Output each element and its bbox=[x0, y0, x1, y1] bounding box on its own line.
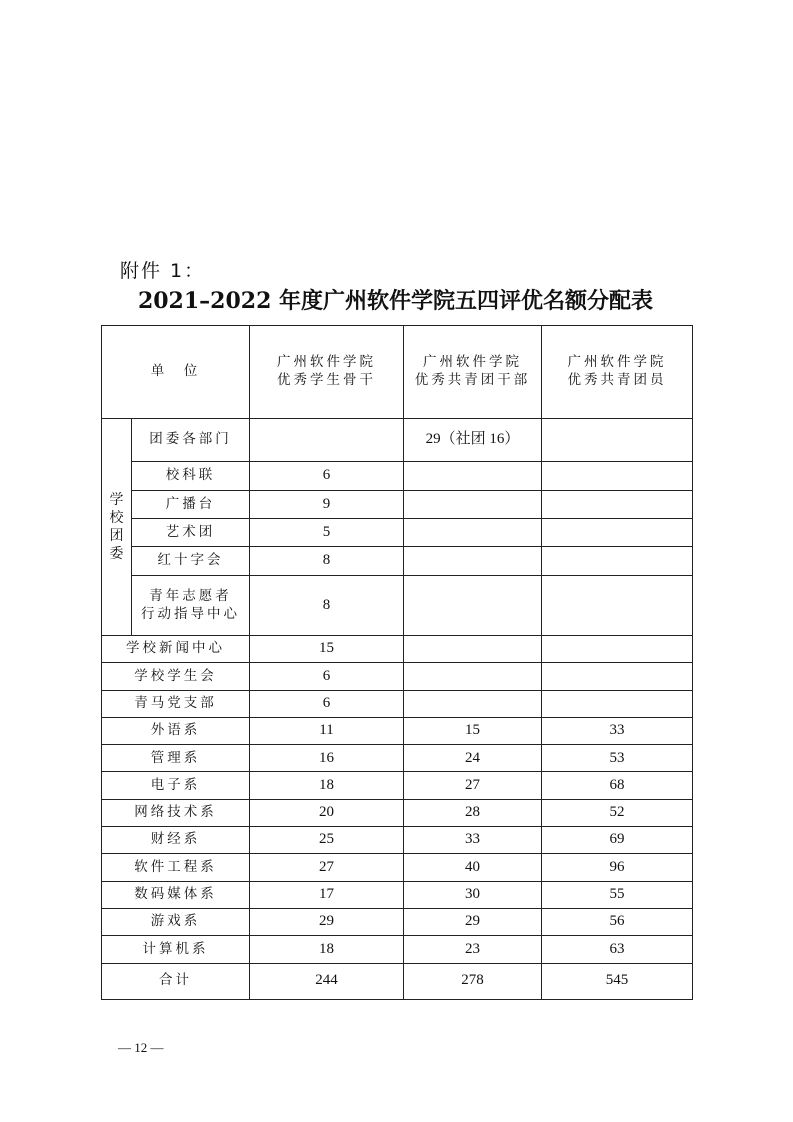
table-row bbox=[102, 799, 693, 826]
cell-cadre: 33 bbox=[404, 827, 542, 854]
cell-backbone: 27 bbox=[250, 854, 404, 881]
header-col1: 广州软件学院 优秀学生骨干 bbox=[250, 326, 404, 419]
unit-name: 团委各部门 bbox=[132, 419, 250, 462]
cell-cadre bbox=[404, 690, 542, 717]
cell-backbone: 6 bbox=[250, 663, 404, 690]
table-row bbox=[102, 854, 693, 881]
page-number: — 12 — bbox=[118, 1040, 164, 1055]
cell-backbone: 8 bbox=[250, 576, 404, 636]
cell-cadre bbox=[404, 547, 542, 576]
cell-cadre: 15 bbox=[404, 717, 542, 744]
unit-name: 艺术团 bbox=[132, 519, 250, 547]
cell-cadre: 24 bbox=[404, 745, 542, 772]
table-row bbox=[102, 936, 693, 963]
document-title: 2021–2022 年度广州软件学院五四评优名额分配表 bbox=[137, 288, 654, 314]
cell-backbone: 25 bbox=[250, 827, 404, 854]
cell-backbone bbox=[250, 419, 404, 462]
table-row bbox=[102, 547, 693, 576]
unit-name: 外语系 bbox=[102, 717, 250, 744]
unit-name: 电子系 bbox=[102, 772, 250, 799]
table-row bbox=[102, 419, 693, 462]
unit-name: 校科联 bbox=[132, 462, 250, 491]
unit-name: 游戏系 bbox=[102, 908, 250, 935]
cell-cadre: 30 bbox=[404, 881, 542, 908]
cell-cadre: 28 bbox=[404, 799, 542, 826]
cell-backbone: 16 bbox=[250, 745, 404, 772]
cell-member bbox=[542, 663, 693, 690]
header-unit: 单 位 bbox=[102, 326, 250, 419]
cell-cadre: 40 bbox=[404, 854, 542, 881]
cell-backbone: 6 bbox=[250, 462, 404, 491]
cell-cadre: 29 bbox=[404, 908, 542, 935]
cell-member bbox=[542, 462, 693, 491]
group-label-school-youth-league: 学 校 团 委 bbox=[102, 419, 132, 636]
unit-name: 红十字会 bbox=[132, 547, 250, 576]
header-row bbox=[102, 326, 693, 419]
cell-cadre: 27 bbox=[404, 772, 542, 799]
cell-cadre bbox=[404, 576, 542, 636]
total-label: 合计 bbox=[102, 963, 250, 999]
unit-name: 网络技术系 bbox=[102, 799, 250, 826]
unit-name: 青年志愿者 行动指导中心 bbox=[132, 576, 250, 636]
cell-backbone: 6 bbox=[250, 690, 404, 717]
table-row bbox=[102, 519, 693, 547]
cell-backbone: 8 bbox=[250, 547, 404, 576]
table-row bbox=[102, 690, 693, 717]
cell-member: 96 bbox=[542, 854, 693, 881]
header-col2: 广州软件学院 优秀共青团干部 bbox=[404, 326, 542, 419]
cell-member: 63 bbox=[542, 936, 693, 963]
table-row bbox=[102, 745, 693, 772]
unit-name: 财经系 bbox=[102, 827, 250, 854]
total-backbone: 244 bbox=[250, 963, 404, 999]
cell-backbone: 20 bbox=[250, 799, 404, 826]
cell-cadre: 23 bbox=[404, 936, 542, 963]
cell-member bbox=[542, 576, 693, 636]
cell-backbone: 18 bbox=[250, 936, 404, 963]
cell-backbone: 17 bbox=[250, 881, 404, 908]
table-row bbox=[102, 663, 693, 690]
unit-name: 计算机系 bbox=[102, 936, 250, 963]
cell-member: 68 bbox=[542, 772, 693, 799]
cell-member: 52 bbox=[542, 799, 693, 826]
unit-name: 数码媒体系 bbox=[102, 881, 250, 908]
unit-name: 学校新闻中心 bbox=[102, 636, 250, 663]
cell-backbone: 15 bbox=[250, 636, 404, 663]
cell-member bbox=[542, 519, 693, 547]
cell-cadre bbox=[404, 491, 542, 519]
cell-cadre bbox=[404, 462, 542, 491]
unit-name: 广播台 bbox=[132, 491, 250, 519]
total-row bbox=[102, 963, 693, 999]
cell-member: 33 bbox=[542, 717, 693, 744]
cell-backbone: 9 bbox=[250, 491, 404, 519]
allocation-table bbox=[101, 325, 693, 1000]
table-row bbox=[102, 908, 693, 935]
cell-backbone: 5 bbox=[250, 519, 404, 547]
cell-cadre bbox=[404, 663, 542, 690]
cell-member bbox=[542, 491, 693, 519]
attachment-label: 附件 1： bbox=[120, 260, 206, 282]
table-row bbox=[102, 491, 693, 519]
cell-cadre: 29（社团 16） bbox=[404, 419, 542, 462]
cell-member: 53 bbox=[542, 745, 693, 772]
cell-member: 55 bbox=[542, 881, 693, 908]
table-row bbox=[102, 462, 693, 491]
cell-member: 56 bbox=[542, 908, 693, 935]
table-row bbox=[102, 881, 693, 908]
unit-name: 管理系 bbox=[102, 745, 250, 772]
cell-member bbox=[542, 547, 693, 576]
unit-name: 青马党支部 bbox=[102, 690, 250, 717]
cell-backbone: 29 bbox=[250, 908, 404, 935]
total-cadre: 278 bbox=[404, 963, 542, 999]
unit-name: 学校学生会 bbox=[102, 663, 250, 690]
cell-member: 69 bbox=[542, 827, 693, 854]
cell-member bbox=[542, 690, 693, 717]
table-row bbox=[102, 827, 693, 854]
table-row bbox=[102, 717, 693, 744]
unit-name: 软件工程系 bbox=[102, 854, 250, 881]
cell-cadre bbox=[404, 519, 542, 547]
total-member: 545 bbox=[542, 963, 693, 999]
cell-member bbox=[542, 636, 693, 663]
header-col3: 广州软件学院 优秀共青团员 bbox=[542, 326, 693, 419]
cell-cadre bbox=[404, 636, 542, 663]
cell-backbone: 11 bbox=[250, 717, 404, 744]
cell-backbone: 18 bbox=[250, 772, 404, 799]
cell-member bbox=[542, 419, 693, 462]
table-row bbox=[102, 636, 693, 663]
table-row bbox=[102, 772, 693, 799]
table-row bbox=[102, 576, 693, 636]
